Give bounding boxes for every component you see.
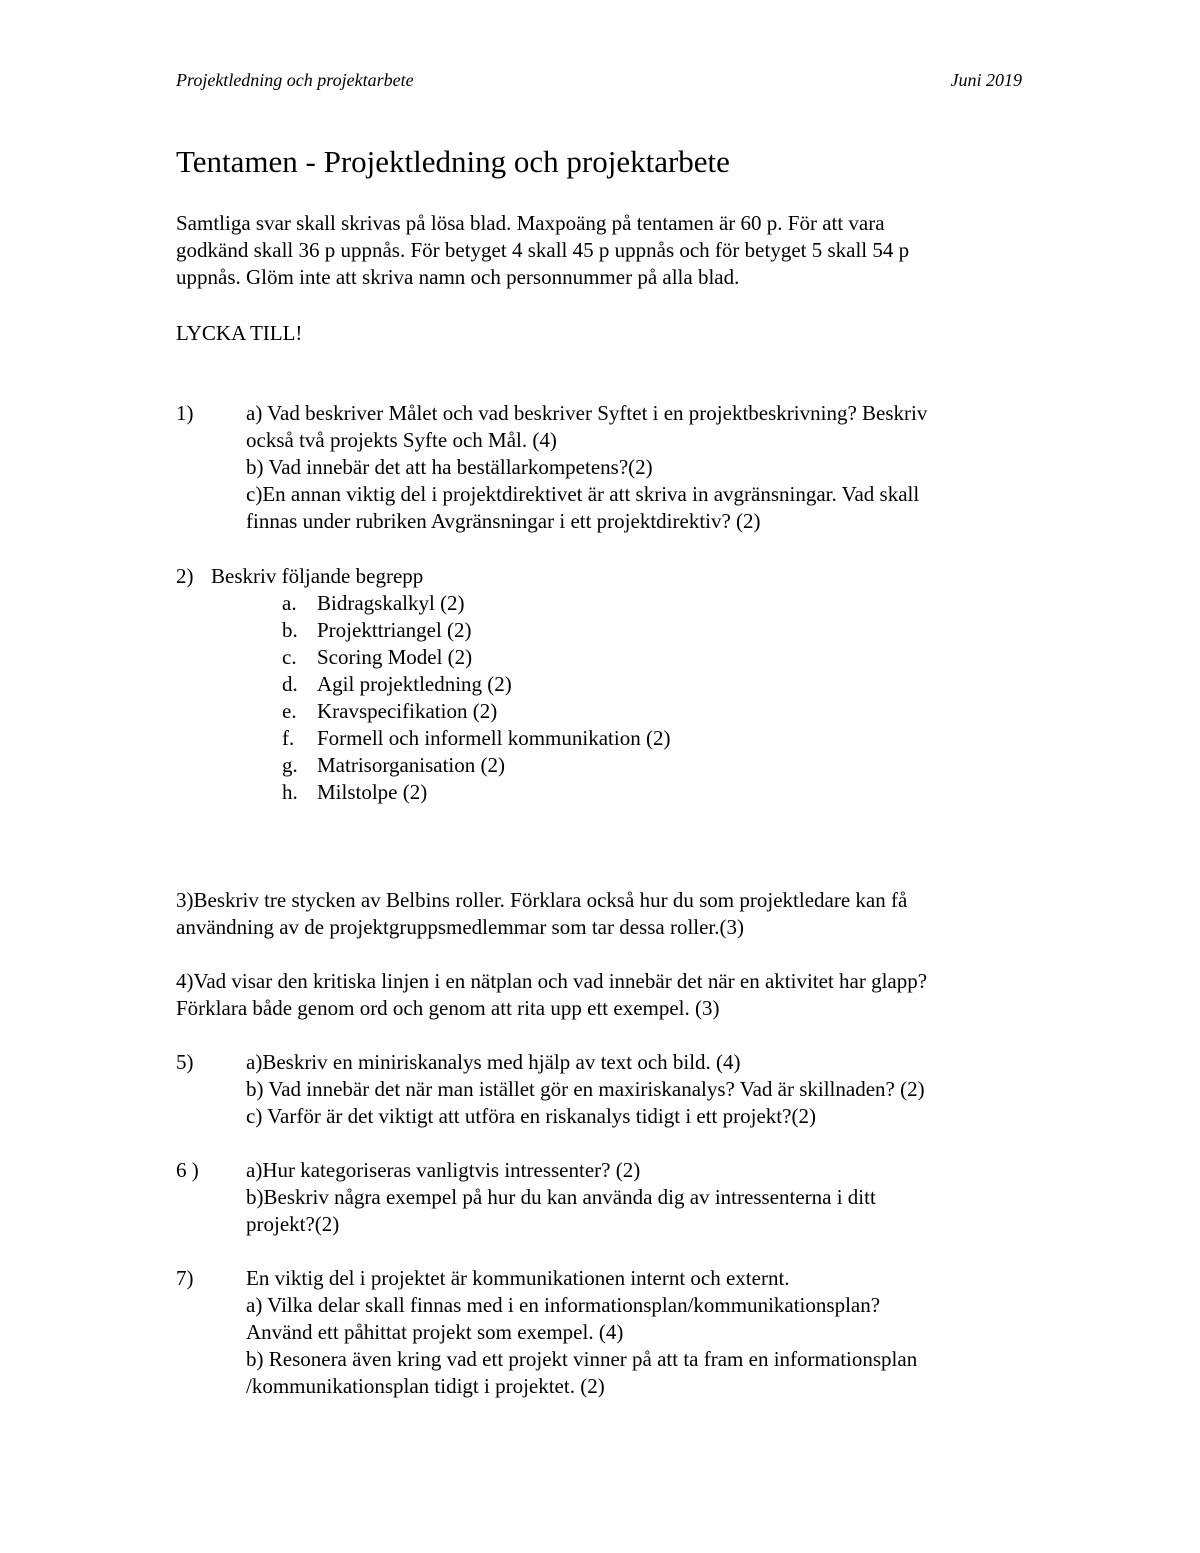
question-line: också två projekts Syfte och Mål. (4) — [246, 428, 557, 452]
question-line: projekt?(2) — [246, 1212, 340, 1236]
question-line: a) Vilka delar skall finnas med i en informationsplan/kommunikationsplan? — [246, 1293, 881, 1317]
list-item — [282, 698, 670, 725]
list-letter: a. — [282, 591, 297, 615]
question-line: a)Hur kategoriseras vanligtvis intressenter? (2) — [246, 1158, 641, 1182]
question-body — [246, 1049, 1046, 1130]
instructions-line: godkänd skall 36 p uppnås. För betyget 4 skall 45 p uppnås och för betyget 5 skall 54 p — [176, 238, 910, 262]
question-line: användning av de projektgruppsmedlemmar som tar dessa roller.(3) — [176, 915, 745, 939]
list-letter: f. — [282, 726, 295, 750]
question-line: Förklara både genom ord och genom att rita upp ett exempel. (3) — [176, 996, 720, 1020]
header-date: Juni 2019 — [950, 70, 1022, 90]
question-line: a) Vad beskriver Målet och vad beskriver Syftet i en projektbeskrivning? Beskriv — [246, 401, 928, 425]
question-line: c)En annan viktig del i projektdirektivet är att skriva in avgränsningar. Vad skall — [246, 482, 920, 506]
list-text: Scoring Model (2) — [317, 645, 473, 669]
list-text: Projekttriangel (2) — [317, 618, 472, 642]
list-text: Bidragskalkyl (2) — [317, 591, 465, 615]
question-heading: Beskriv följande begrepp — [211, 564, 424, 588]
question-line: Använd ett påhittat projekt som exempel. (4) — [246, 1320, 624, 1344]
question-body — [246, 1265, 1046, 1400]
list-item — [282, 752, 670, 779]
question-line: finnas under rubriken Avgränsningar i ett projektdirektiv? (2) — [246, 509, 761, 533]
question-line: 4)Vad visar den kritiska linjen i en nätplan och vad innebär det när en aktivitet har glapp? — [176, 969, 928, 993]
list-letter: h. — [282, 780, 298, 804]
question-line: /kommunikationsplan tidigt i projektet. (2) — [246, 1374, 605, 1398]
list-item — [282, 779, 670, 806]
instructions-line: uppnås. Glöm inte att skriva namn och personnummer på alla blad. — [176, 265, 740, 289]
list-letter: e. — [282, 699, 297, 723]
question-line: b) Vad innebär det när man istället gör en maxiriskanalys? Vad är skillnaden? (2) — [246, 1077, 925, 1101]
good-luck-text: LYCKA TILL! — [176, 321, 303, 345]
header-course: Projektledning och projektarbete — [176, 70, 414, 90]
question-body — [246, 400, 1046, 535]
question-4 — [176, 968, 1046, 1022]
instructions-line: Samtliga svar skall skrivas på lösa blad. Maxpoäng på tentamen är 60 p. För att vara — [176, 211, 885, 235]
question-number: 2) — [176, 564, 194, 588]
question-line: 3)Beskriv tre stycken av Belbins roller. Förklara också hur du som projektledare kan få — [176, 888, 908, 912]
question-line: b) Resonera även kring vad ett projekt vinner på att ta fram en informationsplan — [246, 1347, 918, 1371]
list-item — [282, 644, 670, 671]
question-line: En viktig del i projektet är kommunikationen internt och externt. — [246, 1266, 790, 1290]
question-number: 7) — [176, 1266, 194, 1290]
page-title: Tentamen - Projektledning och projektarbete — [176, 144, 730, 179]
list-text: Kravspecifikation (2) — [317, 699, 498, 723]
list-item — [282, 725, 670, 752]
list-text: Agil projektledning (2) — [317, 672, 512, 696]
list-item — [282, 617, 670, 644]
question-number: 1) — [176, 401, 194, 425]
question-line: c) Varför är det viktigt att utföra en riskanalys tidigt i ett projekt?(2) — [246, 1104, 816, 1128]
question-number: 5) — [176, 1050, 194, 1074]
question-line: b) Vad innebär det att ha beställarkompetens?(2) — [246, 455, 653, 479]
question-line: b)Beskriv några exempel på hur du kan använda dig av intressenterna i ditt — [246, 1185, 876, 1209]
list-letter: b. — [282, 618, 298, 642]
question-body — [246, 1157, 1046, 1238]
term-list — [282, 590, 670, 806]
list-text: Milstolpe (2) — [317, 780, 428, 804]
list-item — [282, 590, 670, 617]
list-letter: d. — [282, 672, 298, 696]
question-3 — [176, 887, 1046, 941]
question-number: 6 ) — [176, 1158, 199, 1182]
instructions — [176, 210, 1036, 291]
list-text: Formell och informell kommunikation (2) — [317, 726, 671, 750]
list-text: Matrisorganisation (2) — [317, 753, 505, 777]
question-line: a)Beskriv en miniriskanalys med hjälp av text och bild. (4) — [246, 1050, 741, 1074]
list-item — [282, 671, 670, 698]
list-letter: g. — [282, 753, 298, 777]
list-letter: c. — [282, 645, 297, 669]
